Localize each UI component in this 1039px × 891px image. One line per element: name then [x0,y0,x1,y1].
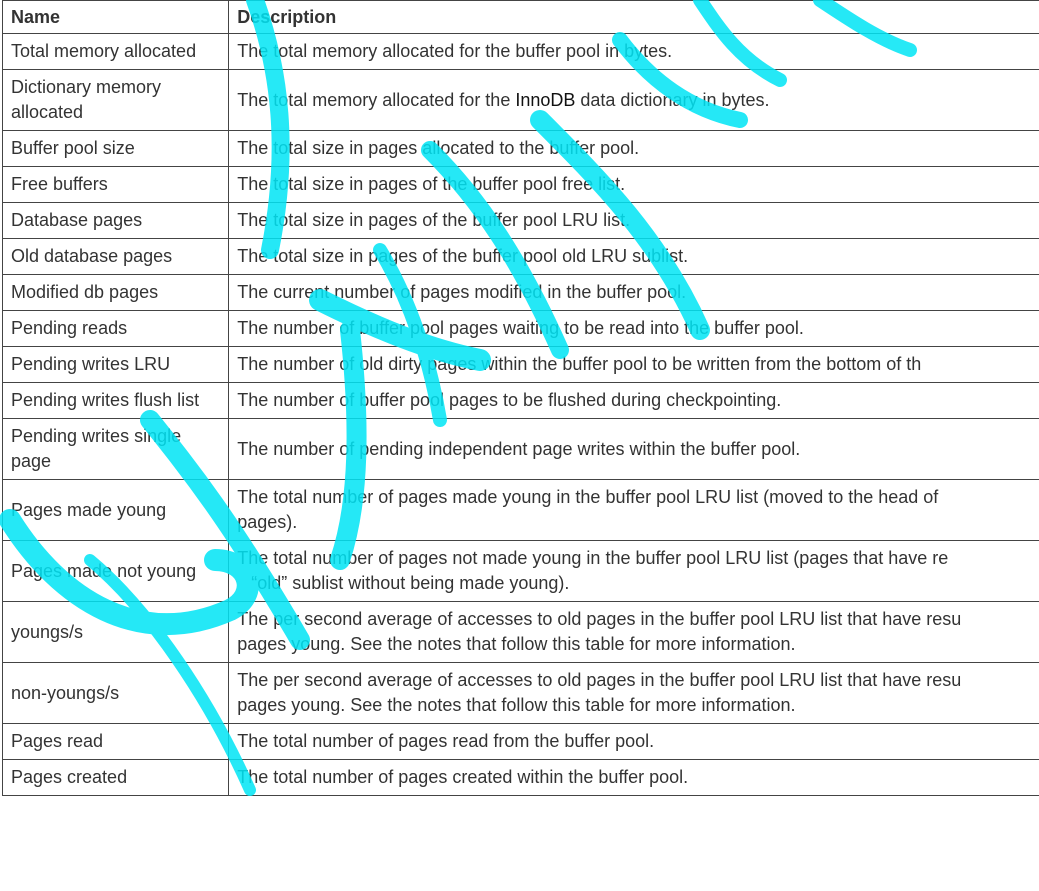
column-header-name: Name [3,1,229,34]
row-name: Buffer pool size [3,131,229,167]
row-description: The total size in pages allocated to the buffer pool. [229,131,1039,167]
table-row [3,383,1039,419]
table-row [3,167,1039,203]
table-row [3,347,1039,383]
row-description: The current number of pages modified in the buffer pool. [229,275,1039,311]
row-name: Modified db pages [3,275,229,311]
row-name: Pages made young [3,480,229,541]
table-row [3,663,1039,724]
column-header-description: Description [229,1,1039,34]
row-description [229,602,1039,663]
description-line: pages young. See the notes that follow this table for more information. [237,634,796,654]
row-name: non-youngs/s [3,663,229,724]
description-line: The total number of pages not made young in the buffer pool LRU list (pages that have re [237,548,949,568]
table-row [3,760,1039,796]
row-description: The total size in pages of the buffer pool free list. [229,167,1039,203]
description-line: pages). [237,512,298,532]
row-name: Pages made not young [3,541,229,602]
row-name: Pages read [3,724,229,760]
description-line: The per second average of accesses to old pages in the buffer pool LRU list that have resu [237,609,962,629]
row-description: The number of buffer pool pages waiting to be read into the buffer pool. [229,311,1039,347]
table-row [3,541,1039,602]
row-name: Dictionary memory allocated [3,70,229,131]
row-description [229,541,1039,602]
row-description: The number of old dirty pages within the buffer pool to be written from the bottom of th [229,347,1039,383]
row-name: Pending writes flush list [3,383,229,419]
row-name: youngs/s [3,602,229,663]
row-description: The total size in pages of the buffer pool old LRU sublist. [229,239,1039,275]
row-description: The number of buffer pool pages to be flushed during checkpointing. [229,383,1039,419]
description-line: pages young. See the notes that follow this table for more information. [237,695,796,715]
table-row [3,602,1039,663]
row-name: Pages created [3,760,229,796]
table-row [3,203,1039,239]
table-header-row [3,1,1039,34]
description-line: The total number of pages made young in the buffer pool LRU list (moved to the head of [237,487,939,507]
row-description: The total memory allocated for the buffer pool in bytes. [229,34,1039,70]
row-name: Pending reads [3,311,229,347]
table-row [3,131,1039,167]
buffer-pool-metrics-table [2,0,1039,796]
table-row [3,70,1039,131]
description-line: “old” sublist without being made young). [251,573,570,593]
table-row [3,480,1039,541]
table-row [3,311,1039,347]
row-name: Free buffers [3,167,229,203]
row-description: The number of pending independent page writes within the buffer pool. [229,419,1039,480]
row-description [229,480,1039,541]
table-row [3,34,1039,70]
description-line: The per second average of accesses to old pages in the buffer pool LRU list that have resu [237,670,962,690]
row-name: Old database pages [3,239,229,275]
table-row [3,239,1039,275]
innodb-keyword: InnoDB [515,89,576,110]
table-row [3,724,1039,760]
row-description: The total number of pages created within the buffer pool. [229,760,1039,796]
table-row [3,419,1039,480]
table-row [3,275,1039,311]
row-name: Pending writes single page [3,419,229,480]
row-description [229,663,1039,724]
row-description: The total size in pages of the buffer pool LRU list. [229,203,1039,239]
row-name: Total memory allocated [3,34,229,70]
row-description: The total number of pages read from the buffer pool. [229,724,1039,760]
row-name: Database pages [3,203,229,239]
row-name: Pending writes LRU [3,347,229,383]
row-description [229,70,1039,131]
description-text: data dictionary in bytes. [575,89,770,110]
description-text: The total memory allocated for the [237,89,516,110]
